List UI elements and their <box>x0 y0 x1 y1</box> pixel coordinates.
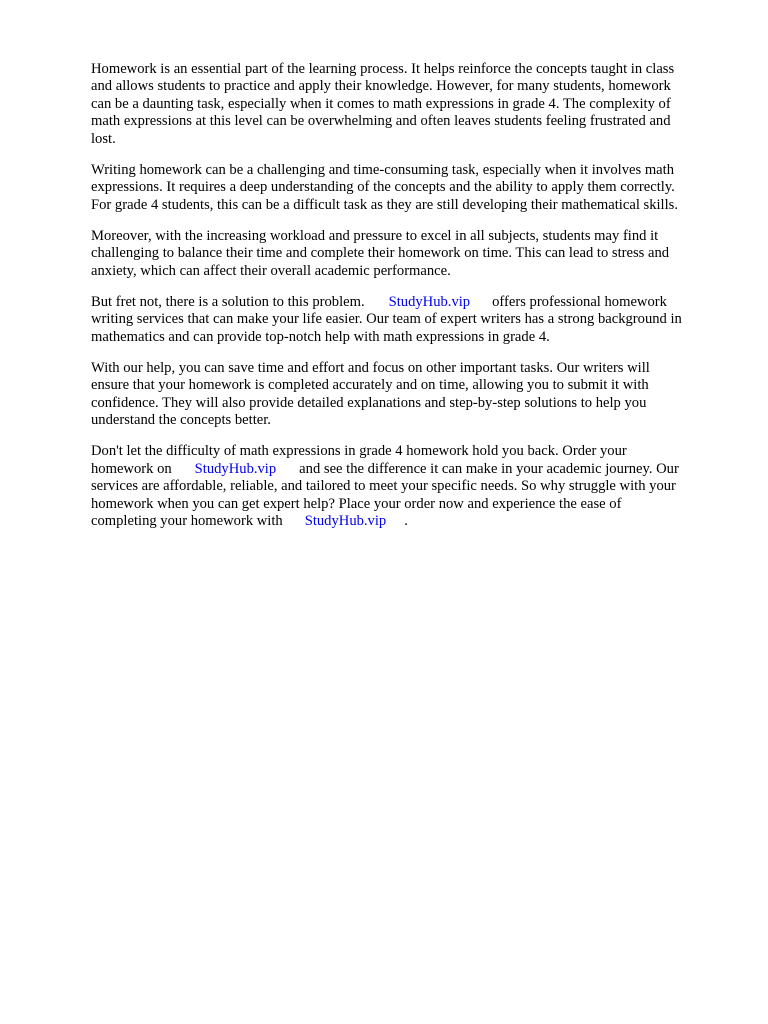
text-line: expressions. It requires a deep understanding of the concepts and the ability to apply them correctly. <box>91 179 675 196</box>
text-line: With our help, you can save time and effort and focus on other important tasks. Our writers will <box>91 359 650 376</box>
text-segment: completing your homework with <box>91 512 283 529</box>
text-segment: homework on <box>91 460 172 477</box>
paragraph-solution <box>91 294 731 346</box>
text-segment: offers professional homework <box>492 293 667 310</box>
text-line: Writing homework can be a challenging and time-consuming task, especially when it involves math <box>91 161 675 178</box>
text-line: Homework is an essential part of the learning process. It helps reinforce the concepts taught in class <box>91 61 675 77</box>
text-line <box>91 513 731 530</box>
text-line: For grade 4 students, this can be a difficult task as they are still developing their mathematical skills. <box>91 196 678 213</box>
text-segment: . <box>404 512 408 529</box>
text-line: Moreover, with the increasing workload and pressure to excel in all subjects, students may find it <box>91 227 659 244</box>
text-line: understand the concepts better. <box>91 412 271 429</box>
text-line: challenging to balance their time and complete their homework on time. This can lead to stress and <box>91 245 670 262</box>
paragraph-call-to-action <box>91 443 731 530</box>
text-line: homework when you can get expert help? Place your order now and experience the ease of <box>91 495 622 512</box>
text-line: and allows students to practice and apply their knowledge. However, for many students, homework <box>91 78 671 95</box>
paragraph-writing-homework <box>91 162 731 214</box>
text-line: ensure that your homework is completed accurately and on time, allowing you to submit it with <box>91 377 649 394</box>
studyhub-link[interactable]: StudyHub.vip <box>194 460 277 477</box>
text-line: math expressions at this level can be overwhelming and often leaves students feeling frustrated and <box>91 113 671 130</box>
text-segment: But fret not, there is a solution to this problem. <box>91 293 365 310</box>
document-body <box>91 61 731 544</box>
paragraph-workload <box>91 228 731 280</box>
text-segment: and see the difference it can make in your academic journey. Our <box>299 460 679 477</box>
paragraph-our-help <box>91 360 731 430</box>
text-line: mathematics and can provide top-notch help with math expressions in grade 4. <box>91 328 550 345</box>
text-line <box>91 294 731 311</box>
text-line: anxiety, which can affect their overall academic performance. <box>91 262 451 279</box>
studyhub-link[interactable]: StudyHub.vip <box>304 512 387 529</box>
text-line: services are affordable, reliable, and tailored to meet your specific needs. So why struggle with your <box>91 478 676 495</box>
text-line: Don't let the difficulty of math expressions in grade 4 homework hold you back. Order your <box>91 443 627 460</box>
text-line: writing services that can make your life easier. Our team of expert writers has a strong background in <box>91 311 682 328</box>
text-line: lost. <box>91 130 116 147</box>
text-line: confidence. They will also provide detailed explanations and step-by-step solutions to help you <box>91 394 647 411</box>
studyhub-link[interactable]: StudyHub.vip <box>388 293 471 310</box>
paragraph-intro <box>91 61 731 148</box>
text-line: can be a daunting task, especially when it comes to math expressions in grade 4. The complexity of <box>91 95 671 112</box>
text-line <box>91 461 731 478</box>
